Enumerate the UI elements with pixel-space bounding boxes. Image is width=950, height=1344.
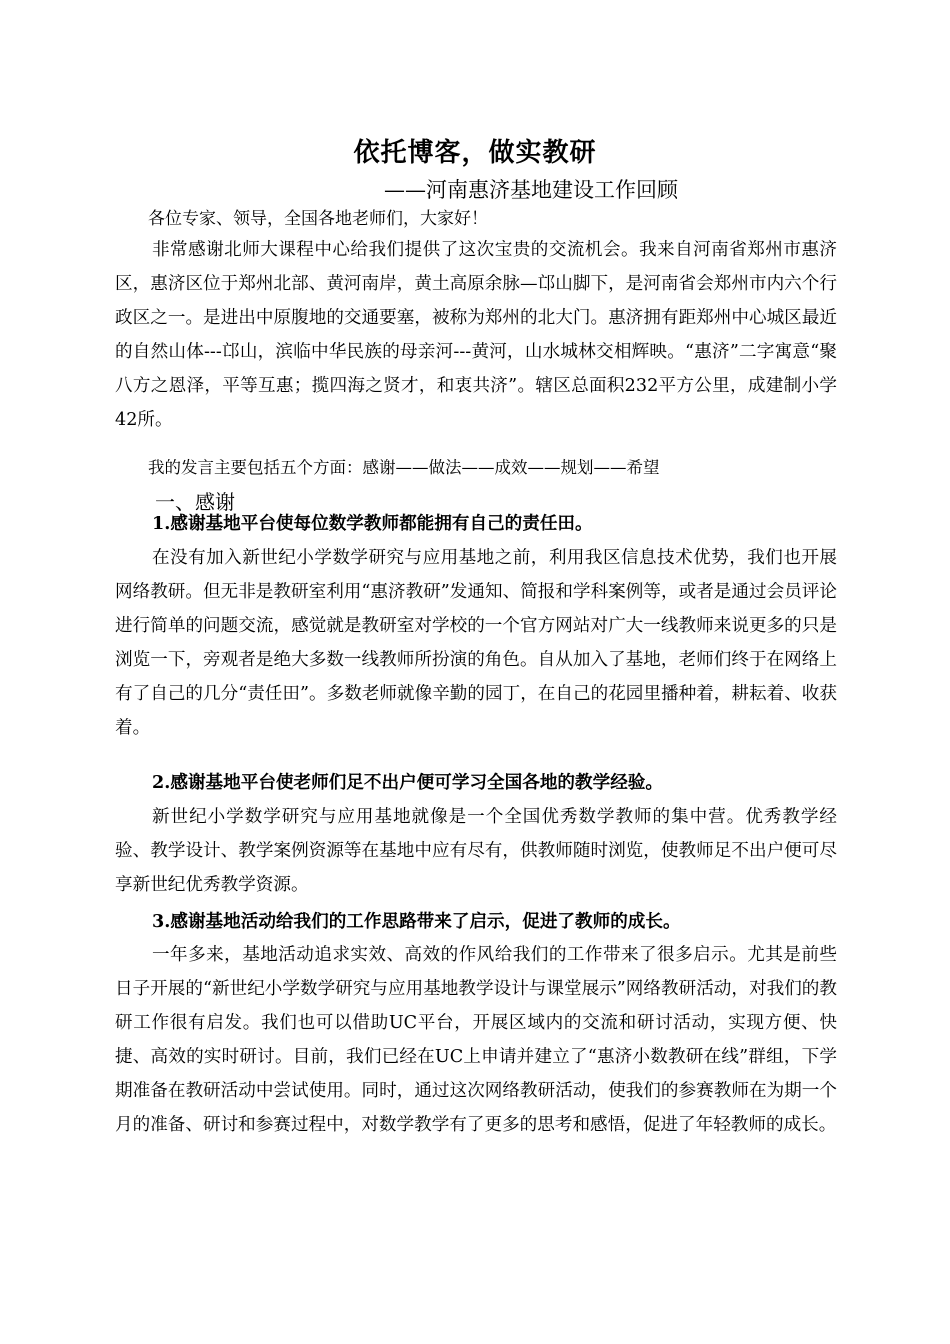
aspects-line: 我的发言主要包括五个方面：感谢——做法——成效——规划——希望 bbox=[148, 458, 660, 477]
subheading-1: 1.感谢基地平台使每位数学教师都能拥有自己的责任田。 bbox=[152, 513, 593, 534]
greeting-line: 各位专家、领导，全国各地老师们，大家好！ bbox=[148, 209, 488, 229]
subheading-3: 3.感谢基地活动给我们的工作思路带来了启示，促进了教师的成长。 bbox=[152, 911, 681, 932]
paragraph-1: 在没有加入新世纪小学数学研究与应用基地之前，利用我区信息技术优势，我们也开展网络教研。但无非是教研室利用“惠济教研”发通知、简报和学科案例等，或者是通过会员评论进行简单的问题交流，感觉就是教研室对学校的一个官方网站对广大一线教师来说更多的只是浏览一下，旁观者是绝大多数一线教师所扮演的角色。自从加入了基地，老师们终于在网络上有了自己的几分“责任田”。多数老师就像辛勤的园丁，在自己的花园里播种着，耕耘着、收获着。 bbox=[115, 548, 837, 738]
section-heading-thanks: 一、感谢 bbox=[155, 490, 235, 514]
paragraph-3: 一年多来，基地活动追求实效、高效的作风给我们的工作带来了很多启示。尤其是前些日子开展的“新世纪小学数学研究与应用基地教学设计与课堂展示”网络教研活动，对我们的教研工作很有启发。我们也可以借助UC平台，开展区域内的交流和研讨活动，实现方便、快捷、高效的实时研讨。目前，我们已经在UC上申请并建立了“惠济小数教研在线”群组，下学期准备在教研活动中尝试使用。同时，通过这次网络教研活动，使我们的参赛教师在为期一个月的准备、研讨和参赛过程中，对数学教学有了更多的思考和感悟，促进了年轻教师的成长。 bbox=[115, 945, 837, 1135]
paragraph-2: 新世纪小学数学研究与应用基地就像是一个全国优秀数学教师的集中营。优秀教学经验、教学设计、教学案例资源等在基地中应有尽有，供教师随时浏览，使教师足不出户便可尽享新世纪优秀教学资源。 bbox=[115, 807, 837, 895]
document-title: 依托博客，做实教研 bbox=[353, 138, 597, 168]
document-subtitle: ——河南惠济基地建设工作回顾 bbox=[384, 178, 678, 202]
intro-paragraph: 非常感谢北师大课程中心给我们提供了这次宝贵的交流机会。我来自河南省郑州市惠济区，惠济区位于郑州北部、黄河南岸，黄土高原余脉—邙山脚下，是河南省会郑州市内六个行政区之一。是进出中原腹地的交通要塞，被称为郑州的北大门。惠济拥有距郑州中心城区最近的自然山体---邙山，滨临中华民族的母亲河---黄河，山水城林交相辉映。“惠济”二字寓意“聚八方之恩泽，平等互惠；揽四海之贤才，和衷共济”。辖区总面积232平方公里，成建制小学42所。 bbox=[115, 240, 837, 430]
subheading-2: 2.感谢基地平台使老师们足不出户便可学习全国各地的教学经验。 bbox=[152, 772, 663, 793]
